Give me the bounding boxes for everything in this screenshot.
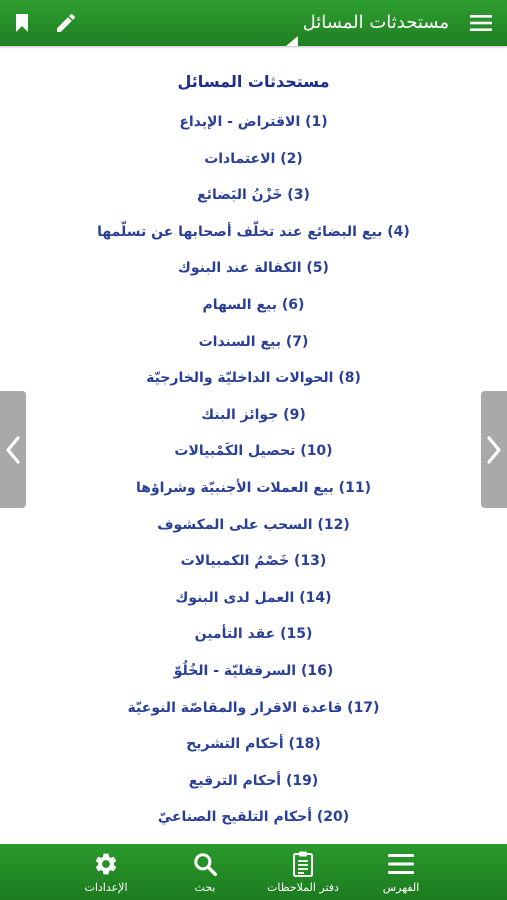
list-item[interactable]: (5) الكفالة عند البنوك [178, 260, 329, 277]
bookmark-button[interactable] [6, 0, 38, 46]
toolbar-notch [286, 36, 298, 46]
tab-index[interactable] [351, 844, 451, 900]
tab-label: بحث [194, 881, 216, 894]
search-icon [192, 851, 218, 877]
list-item[interactable]: (7) بيع السندات [198, 333, 309, 350]
list-item[interactable]: (15) عقد التأمين [194, 626, 313, 643]
notebook-icon [291, 850, 315, 878]
bottom-navigation-bar [0, 844, 507, 900]
list-item[interactable]: (1) الاقتراض - الإيداع [179, 114, 328, 130]
tab-notebook[interactable] [253, 844, 353, 900]
list-item[interactable]: (17) قاعدة الاقرار والمقاصّة النوعيّة [127, 699, 380, 716]
previous-page-button[interactable] [0, 391, 26, 508]
list-item[interactable]: (9) جوائز البنك [201, 406, 306, 423]
app-title: مستحدثات المسائل [302, 12, 449, 33]
topic-list [0, 104, 507, 872]
hamburger-menu-icon [470, 14, 492, 32]
top-app-bar [0, 0, 507, 46]
tab-settings[interactable] [56, 844, 156, 900]
chevron-left-icon [5, 435, 21, 465]
list-item[interactable]: (8) الحوالات الداخليّة والخارجيّة [146, 370, 361, 387]
list-item[interactable]: (12) السحب على المكشوف [157, 516, 350, 533]
tab-label: الفهرس [382, 881, 420, 894]
list-item[interactable]: (14) العمل لدى البنوك [175, 589, 332, 606]
list-item[interactable]: (10) تحصيل الكَمْبيالات [174, 443, 333, 460]
bookmark-icon [15, 13, 29, 33]
next-page-button[interactable] [481, 391, 507, 508]
section-heading: مستحدثات المسائل [177, 72, 330, 91]
list-item[interactable]: (6) بيع السهام [202, 296, 305, 313]
list-item[interactable]: (13) خَصْمُ الكمبيالات [180, 553, 327, 570]
tab-label: الإعدادات [84, 881, 128, 894]
list-item[interactable]: (18) أحكام التشريح [186, 736, 321, 753]
tab-label: دفتر الملاحظات [267, 881, 339, 894]
menu-button[interactable] [465, 0, 497, 46]
chevron-right-icon [486, 435, 502, 465]
pencil-icon [54, 11, 78, 35]
list-item[interactable]: (11) بيع العملات الأجنبيّة وشراؤها [136, 479, 371, 496]
edit-button[interactable] [50, 0, 82, 46]
list-item[interactable]: (4) بيع البضائع عند تخلّف أصحابها عن تسلّمها [97, 223, 410, 240]
list-item[interactable]: (19) أحكام الترقيع [188, 772, 319, 789]
list-item[interactable]: (3) خَزْنُ البَضائع [197, 187, 310, 204]
tab-search[interactable] [155, 844, 255, 900]
list-item[interactable]: (2) الاعتمادات [204, 150, 303, 167]
list-item[interactable]: (20) أحكام التلقيح الصناعيّ [157, 809, 350, 826]
menu-lines-icon [388, 853, 414, 875]
content-area [0, 46, 507, 844]
list-item[interactable]: (16) السرقفليّة - الخُلُوّ [173, 662, 334, 679]
gear-icon [93, 851, 119, 877]
